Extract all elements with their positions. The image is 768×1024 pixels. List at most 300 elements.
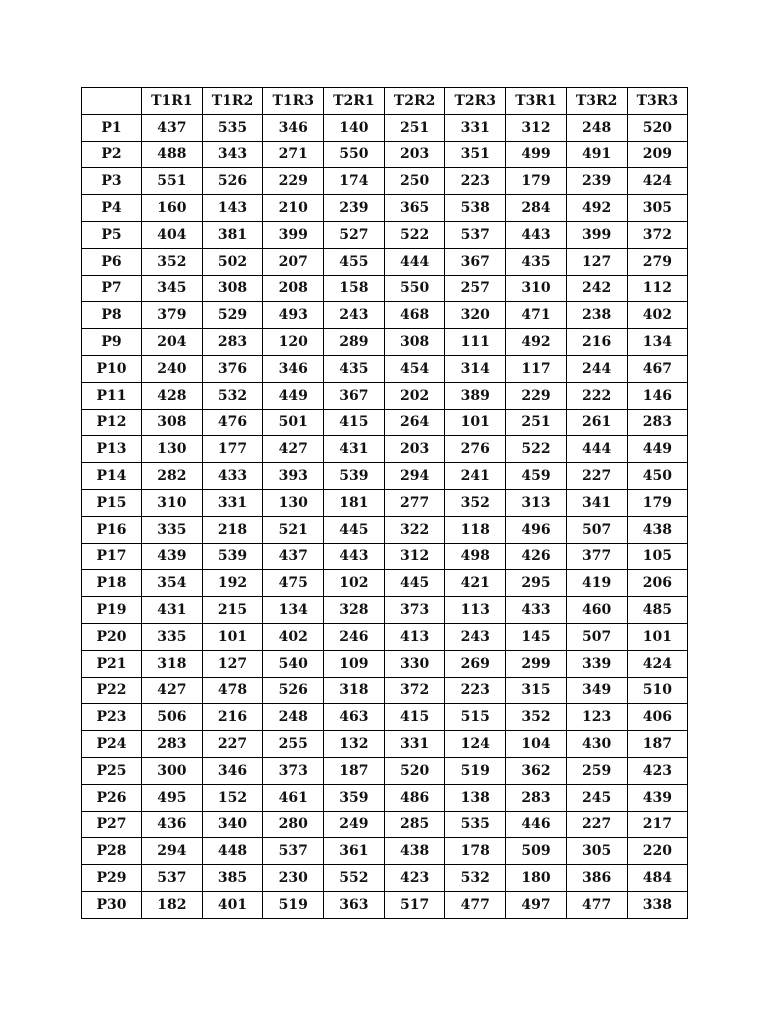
table-cell: 101 xyxy=(445,409,506,436)
table-row xyxy=(82,784,688,811)
table-cell: 251 xyxy=(506,409,567,436)
table-cell: 433 xyxy=(202,463,263,490)
table-cell: 299 xyxy=(506,650,567,677)
row-label: P16 xyxy=(82,516,142,543)
table-cell: 415 xyxy=(384,704,445,731)
header-row xyxy=(82,88,688,115)
table-cell: 250 xyxy=(384,168,445,195)
column-header: T2R3 xyxy=(445,88,506,115)
table-cell: 386 xyxy=(566,865,627,892)
table-cell: 463 xyxy=(324,704,385,731)
table-cell: 335 xyxy=(142,516,203,543)
table-cell: 419 xyxy=(566,570,627,597)
column-header: T3R2 xyxy=(566,88,627,115)
table-cell: 539 xyxy=(202,543,263,570)
table-cell: 312 xyxy=(384,543,445,570)
table-cell: 491 xyxy=(566,141,627,168)
table-row xyxy=(82,114,688,141)
table-cell: 227 xyxy=(566,463,627,490)
table-row xyxy=(82,221,688,248)
row-label: P28 xyxy=(82,838,142,865)
table-cell: 435 xyxy=(324,355,385,382)
table-row xyxy=(82,731,688,758)
table-cell: 130 xyxy=(263,489,324,516)
table-cell: 428 xyxy=(142,382,203,409)
table-cell: 535 xyxy=(445,811,506,838)
table-cell: 243 xyxy=(445,623,506,650)
table-cell: 109 xyxy=(324,650,385,677)
table-cell: 361 xyxy=(324,838,385,865)
table-row xyxy=(82,623,688,650)
table-cell: 223 xyxy=(445,168,506,195)
table-cell: 413 xyxy=(384,623,445,650)
table-cell: 271 xyxy=(263,141,324,168)
table-cell: 328 xyxy=(324,597,385,624)
table-cell: 367 xyxy=(445,248,506,275)
table-cell: 352 xyxy=(506,704,567,731)
table-cell: 346 xyxy=(263,114,324,141)
table-cell: 495 xyxy=(142,784,203,811)
table-cell: 359 xyxy=(324,784,385,811)
row-label: P29 xyxy=(82,865,142,892)
row-label: P6 xyxy=(82,248,142,275)
table-cell: 187 xyxy=(627,731,688,758)
table-cell: 406 xyxy=(627,704,688,731)
table-cell: 279 xyxy=(627,248,688,275)
table-row xyxy=(82,838,688,865)
table-row xyxy=(82,865,688,892)
table-cell: 402 xyxy=(263,623,324,650)
table-cell: 174 xyxy=(324,168,385,195)
table-row xyxy=(82,543,688,570)
table-cell: 424 xyxy=(627,168,688,195)
table-cell: 377 xyxy=(566,543,627,570)
table-cell: 227 xyxy=(202,731,263,758)
table-cell: 460 xyxy=(566,597,627,624)
table-row xyxy=(82,355,688,382)
table-cell: 537 xyxy=(263,838,324,865)
table-cell: 318 xyxy=(142,650,203,677)
table-cell: 216 xyxy=(566,329,627,356)
table-cell: 210 xyxy=(263,195,324,222)
table-cell: 152 xyxy=(202,784,263,811)
table-cell: 223 xyxy=(445,677,506,704)
table-cell: 102 xyxy=(324,570,385,597)
table-cell: 255 xyxy=(263,731,324,758)
row-label: P14 xyxy=(82,463,142,490)
table-cell: 203 xyxy=(384,141,445,168)
row-label: P21 xyxy=(82,650,142,677)
table-cell: 248 xyxy=(566,114,627,141)
row-label: P2 xyxy=(82,141,142,168)
table-cell: 282 xyxy=(142,463,203,490)
table-cell: 519 xyxy=(263,891,324,918)
table-cell: 239 xyxy=(324,195,385,222)
table-cell: 182 xyxy=(142,891,203,918)
table-cell: 134 xyxy=(627,329,688,356)
table-cell: 209 xyxy=(627,141,688,168)
table-cell: 540 xyxy=(263,650,324,677)
table-cell: 362 xyxy=(506,757,567,784)
row-label: P26 xyxy=(82,784,142,811)
row-label: P20 xyxy=(82,623,142,650)
row-label: P3 xyxy=(82,168,142,195)
table-cell: 477 xyxy=(445,891,506,918)
table-cell: 349 xyxy=(566,677,627,704)
table-row xyxy=(82,757,688,784)
table-cell: 497 xyxy=(506,891,567,918)
table-cell: 101 xyxy=(202,623,263,650)
table-cell: 140 xyxy=(324,114,385,141)
data-table xyxy=(81,87,688,919)
table-cell: 295 xyxy=(506,570,567,597)
table-cell: 486 xyxy=(384,784,445,811)
table-cell: 448 xyxy=(202,838,263,865)
table-cell: 112 xyxy=(627,275,688,302)
table-cell: 498 xyxy=(445,543,506,570)
table-cell: 343 xyxy=(202,141,263,168)
table-cell: 373 xyxy=(384,597,445,624)
table-cell: 492 xyxy=(506,329,567,356)
table-cell: 283 xyxy=(506,784,567,811)
table-cell: 310 xyxy=(506,275,567,302)
table-cell: 443 xyxy=(324,543,385,570)
table-cell: 180 xyxy=(506,865,567,892)
table-cell: 352 xyxy=(142,248,203,275)
table-cell: 227 xyxy=(566,811,627,838)
table-cell: 243 xyxy=(324,302,385,329)
table-cell: 517 xyxy=(384,891,445,918)
table-cell: 423 xyxy=(627,757,688,784)
table-cell: 143 xyxy=(202,195,263,222)
table-cell: 339 xyxy=(566,650,627,677)
table-cell: 477 xyxy=(566,891,627,918)
table-cell: 338 xyxy=(627,891,688,918)
table-cell: 318 xyxy=(324,677,385,704)
table-cell: 308 xyxy=(384,329,445,356)
table-cell: 120 xyxy=(263,329,324,356)
table-cell: 399 xyxy=(566,221,627,248)
table-cell: 192 xyxy=(202,570,263,597)
row-label: P25 xyxy=(82,757,142,784)
table-cell: 218 xyxy=(202,516,263,543)
table-cell: 346 xyxy=(263,355,324,382)
column-header: T3R3 xyxy=(627,88,688,115)
table-row xyxy=(82,329,688,356)
table-cell: 331 xyxy=(445,114,506,141)
table-row xyxy=(82,516,688,543)
table-cell: 433 xyxy=(506,597,567,624)
table-cell: 204 xyxy=(142,329,203,356)
table-cell: 438 xyxy=(384,838,445,865)
table-cell: 101 xyxy=(627,623,688,650)
table-cell: 202 xyxy=(384,382,445,409)
table-cell: 484 xyxy=(627,865,688,892)
column-header: T1R3 xyxy=(263,88,324,115)
table-cell: 123 xyxy=(566,704,627,731)
table-cell: 365 xyxy=(384,195,445,222)
table-cell: 230 xyxy=(263,865,324,892)
table-cell: 519 xyxy=(445,757,506,784)
table-cell: 229 xyxy=(506,382,567,409)
table-cell: 341 xyxy=(566,489,627,516)
table-cell: 443 xyxy=(506,221,567,248)
table-cell: 259 xyxy=(566,757,627,784)
table-cell: 269 xyxy=(445,650,506,677)
table-cell: 251 xyxy=(384,114,445,141)
table-cell: 499 xyxy=(506,141,567,168)
table-cell: 146 xyxy=(627,382,688,409)
table-cell: 239 xyxy=(566,168,627,195)
column-header: T1R2 xyxy=(202,88,263,115)
table-cell: 485 xyxy=(627,597,688,624)
table-cell: 376 xyxy=(202,355,263,382)
table-cell: 245 xyxy=(566,784,627,811)
table-cell: 138 xyxy=(445,784,506,811)
table-cell: 521 xyxy=(263,516,324,543)
table-cell: 431 xyxy=(324,436,385,463)
table-cell: 340 xyxy=(202,811,263,838)
table-row xyxy=(82,704,688,731)
column-header: T2R2 xyxy=(384,88,445,115)
row-label: P7 xyxy=(82,275,142,302)
row-label: P11 xyxy=(82,382,142,409)
table-row xyxy=(82,168,688,195)
table-cell: 427 xyxy=(142,677,203,704)
table-cell: 526 xyxy=(202,168,263,195)
table-row xyxy=(82,489,688,516)
table-cell: 283 xyxy=(627,409,688,436)
table-cell: 550 xyxy=(384,275,445,302)
table-cell: 496 xyxy=(506,516,567,543)
table-cell: 257 xyxy=(445,275,506,302)
table-cell: 203 xyxy=(384,436,445,463)
table-cell: 385 xyxy=(202,865,263,892)
table-cell: 507 xyxy=(566,623,627,650)
table-row xyxy=(82,436,688,463)
table-cell: 238 xyxy=(566,302,627,329)
table-cell: 526 xyxy=(263,677,324,704)
table-cell: 330 xyxy=(384,650,445,677)
table-cell: 529 xyxy=(202,302,263,329)
table-cell: 522 xyxy=(384,221,445,248)
table-cell: 475 xyxy=(263,570,324,597)
table-cell: 450 xyxy=(627,463,688,490)
table-cell: 242 xyxy=(566,275,627,302)
table-cell: 520 xyxy=(627,114,688,141)
row-label: P10 xyxy=(82,355,142,382)
table-cell: 160 xyxy=(142,195,203,222)
table-cell: 444 xyxy=(566,436,627,463)
table-row xyxy=(82,409,688,436)
table-cell: 488 xyxy=(142,141,203,168)
table-cell: 331 xyxy=(384,731,445,758)
table-cell: 308 xyxy=(142,409,203,436)
table-cell: 322 xyxy=(384,516,445,543)
table-cell: 313 xyxy=(506,489,567,516)
table-row xyxy=(82,811,688,838)
row-label: P4 xyxy=(82,195,142,222)
table-row xyxy=(82,677,688,704)
table-cell: 351 xyxy=(445,141,506,168)
row-label: P15 xyxy=(82,489,142,516)
table-cell: 249 xyxy=(324,811,385,838)
table-cell: 539 xyxy=(324,463,385,490)
table-cell: 501 xyxy=(263,409,324,436)
table-row xyxy=(82,248,688,275)
table-cell: 118 xyxy=(445,516,506,543)
table-cell: 127 xyxy=(566,248,627,275)
table-cell: 208 xyxy=(263,275,324,302)
table-cell: 537 xyxy=(142,865,203,892)
table-cell: 346 xyxy=(202,757,263,784)
table-cell: 431 xyxy=(142,597,203,624)
row-label: P27 xyxy=(82,811,142,838)
table-cell: 439 xyxy=(627,784,688,811)
table-cell: 187 xyxy=(324,757,385,784)
table-cell: 179 xyxy=(627,489,688,516)
column-header: T3R1 xyxy=(506,88,567,115)
table-cell: 331 xyxy=(202,489,263,516)
table-cell: 427 xyxy=(263,436,324,463)
table-row xyxy=(82,195,688,222)
table-cell: 283 xyxy=(142,731,203,758)
row-label: P9 xyxy=(82,329,142,356)
row-label: P13 xyxy=(82,436,142,463)
table-cell: 354 xyxy=(142,570,203,597)
table-cell: 393 xyxy=(263,463,324,490)
table-cell: 424 xyxy=(627,650,688,677)
table-cell: 308 xyxy=(202,275,263,302)
table-cell: 455 xyxy=(324,248,385,275)
table-cell: 449 xyxy=(627,436,688,463)
table-cell: 502 xyxy=(202,248,263,275)
table-cell: 179 xyxy=(506,168,567,195)
table-row xyxy=(82,141,688,168)
table-cell: 404 xyxy=(142,221,203,248)
table-cell: 132 xyxy=(324,731,385,758)
table-cell: 509 xyxy=(506,838,567,865)
table-cell: 426 xyxy=(506,543,567,570)
table-cell: 459 xyxy=(506,463,567,490)
table-cell: 476 xyxy=(202,409,263,436)
table-cell: 478 xyxy=(202,677,263,704)
table-cell: 345 xyxy=(142,275,203,302)
table-cell: 294 xyxy=(384,463,445,490)
column-header: T1R1 xyxy=(142,88,203,115)
table-cell: 423 xyxy=(384,865,445,892)
table-cell: 284 xyxy=(506,195,567,222)
table-cell: 229 xyxy=(263,168,324,195)
table-body xyxy=(82,114,688,918)
table-row xyxy=(82,570,688,597)
table-cell: 363 xyxy=(324,891,385,918)
table-cell: 550 xyxy=(324,141,385,168)
row-label: P12 xyxy=(82,409,142,436)
table-cell: 244 xyxy=(566,355,627,382)
table-cell: 402 xyxy=(627,302,688,329)
table-cell: 552 xyxy=(324,865,385,892)
column-header: T2R1 xyxy=(324,88,385,115)
table-cell: 527 xyxy=(324,221,385,248)
table-cell: 276 xyxy=(445,436,506,463)
table-cell: 206 xyxy=(627,570,688,597)
table-cell: 510 xyxy=(627,677,688,704)
table-cell: 310 xyxy=(142,489,203,516)
table-row xyxy=(82,463,688,490)
row-label: P1 xyxy=(82,114,142,141)
corner-cell xyxy=(82,88,142,115)
table-cell: 105 xyxy=(627,543,688,570)
table-cell: 532 xyxy=(445,865,506,892)
table-cell: 104 xyxy=(506,731,567,758)
table-cell: 551 xyxy=(142,168,203,195)
table-row xyxy=(82,597,688,624)
table-cell: 439 xyxy=(142,543,203,570)
table-cell: 399 xyxy=(263,221,324,248)
row-label: P30 xyxy=(82,891,142,918)
table-cell: 240 xyxy=(142,355,203,382)
table-cell: 372 xyxy=(627,221,688,248)
row-label: P8 xyxy=(82,302,142,329)
table-cell: 280 xyxy=(263,811,324,838)
table-cell: 264 xyxy=(384,409,445,436)
table-cell: 352 xyxy=(445,489,506,516)
row-label: P17 xyxy=(82,543,142,570)
table-cell: 181 xyxy=(324,489,385,516)
table-cell: 538 xyxy=(445,195,506,222)
table-cell: 113 xyxy=(445,597,506,624)
table-cell: 335 xyxy=(142,623,203,650)
table-cell: 178 xyxy=(445,838,506,865)
table-cell: 436 xyxy=(142,811,203,838)
table-cell: 506 xyxy=(142,704,203,731)
table-cell: 117 xyxy=(506,355,567,382)
table-cell: 111 xyxy=(445,329,506,356)
table-row xyxy=(82,650,688,677)
table-header xyxy=(82,88,688,115)
table-cell: 389 xyxy=(445,382,506,409)
table-cell: 467 xyxy=(627,355,688,382)
table-cell: 246 xyxy=(324,623,385,650)
table-cell: 283 xyxy=(202,329,263,356)
table-cell: 449 xyxy=(263,382,324,409)
table-cell: 515 xyxy=(445,704,506,731)
table-cell: 124 xyxy=(445,731,506,758)
table-cell: 454 xyxy=(384,355,445,382)
table-cell: 507 xyxy=(566,516,627,543)
table-cell: 312 xyxy=(506,114,567,141)
table-cell: 437 xyxy=(142,114,203,141)
table-cell: 372 xyxy=(384,677,445,704)
table-cell: 207 xyxy=(263,248,324,275)
row-label: P22 xyxy=(82,677,142,704)
table-cell: 415 xyxy=(324,409,385,436)
table-cell: 261 xyxy=(566,409,627,436)
table-cell: 289 xyxy=(324,329,385,356)
table-cell: 435 xyxy=(506,248,567,275)
table-cell: 520 xyxy=(384,757,445,784)
row-label: P18 xyxy=(82,570,142,597)
row-label: P19 xyxy=(82,597,142,624)
table-cell: 438 xyxy=(627,516,688,543)
table-cell: 222 xyxy=(566,382,627,409)
table-cell: 446 xyxy=(506,811,567,838)
table-cell: 294 xyxy=(142,838,203,865)
table-cell: 471 xyxy=(506,302,567,329)
table-cell: 401 xyxy=(202,891,263,918)
table-cell: 320 xyxy=(445,302,506,329)
